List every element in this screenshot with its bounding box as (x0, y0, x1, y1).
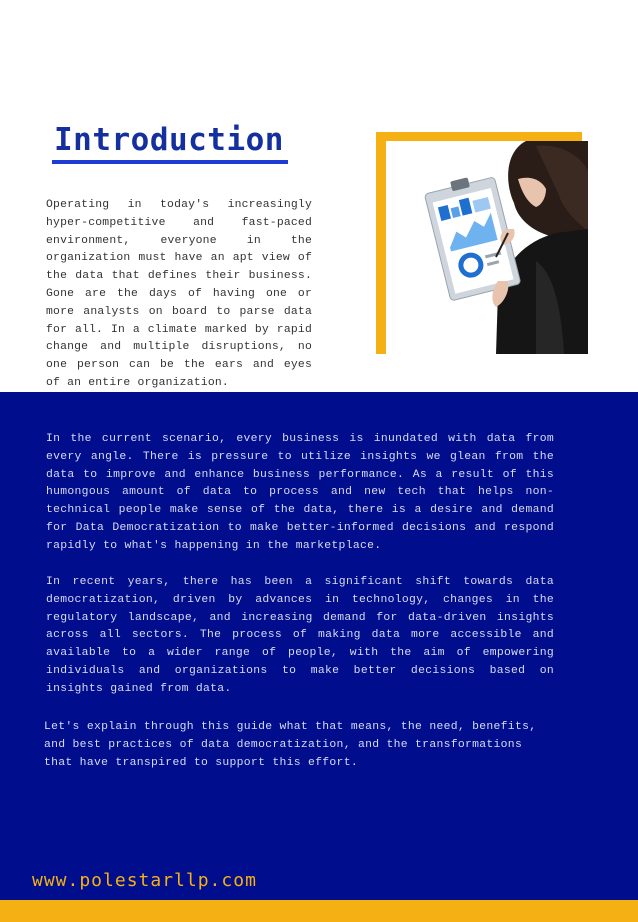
page-title: Introduction (54, 122, 284, 158)
title-underline (52, 160, 288, 164)
body-paragraph-1: In the current scenario, every business is inundated with data from every angle. There is pressure to utilize insights we glean from the data to improve and enhance business performance. As a result of this humongous amount of data to process and new tech that helps non-technical people make sense of the data, there is a desire and demand for Data Democratization to make better-informed decisions and respond rapidly to what's happening in the marketplace. (46, 433, 554, 552)
website-link[interactable]: www.polestarllp.com (32, 870, 257, 891)
intro-paragraph: Operating in today's increasingly hyper-competitive and fast-paced environment, everyone in the organization must have an apt view of the data that defines their business. Gone are the days of having one or more analysts on board to parse data for all. In a climate marked by rapid change and multiple disruptions, no one person can be the ears and eyes of an entire organization. (46, 199, 312, 389)
footer-accent-bar (0, 900, 638, 922)
photo-frame (376, 132, 588, 354)
businesswoman-with-clipboard-photo (386, 141, 588, 354)
body-paragraph-2: In recent years, there has been a significant shift towards data democratization, driven by advances in technology, changes in the regulatory landscape, and increasing demand for data-driven insights across all sectors. The process of making data more accessible and available to a wider range of people, with the aim of empowering individuals and organizations to make better decisions based on insights gained from data. (46, 576, 554, 695)
businesswoman-illustration (386, 141, 588, 354)
intro-section (0, 0, 638, 392)
body-paragraph-3: Let's explain through this guide what that means, the need, benefits, and best practices of data democratization, and the transformations that have transpired to support this effort. (44, 721, 537, 769)
